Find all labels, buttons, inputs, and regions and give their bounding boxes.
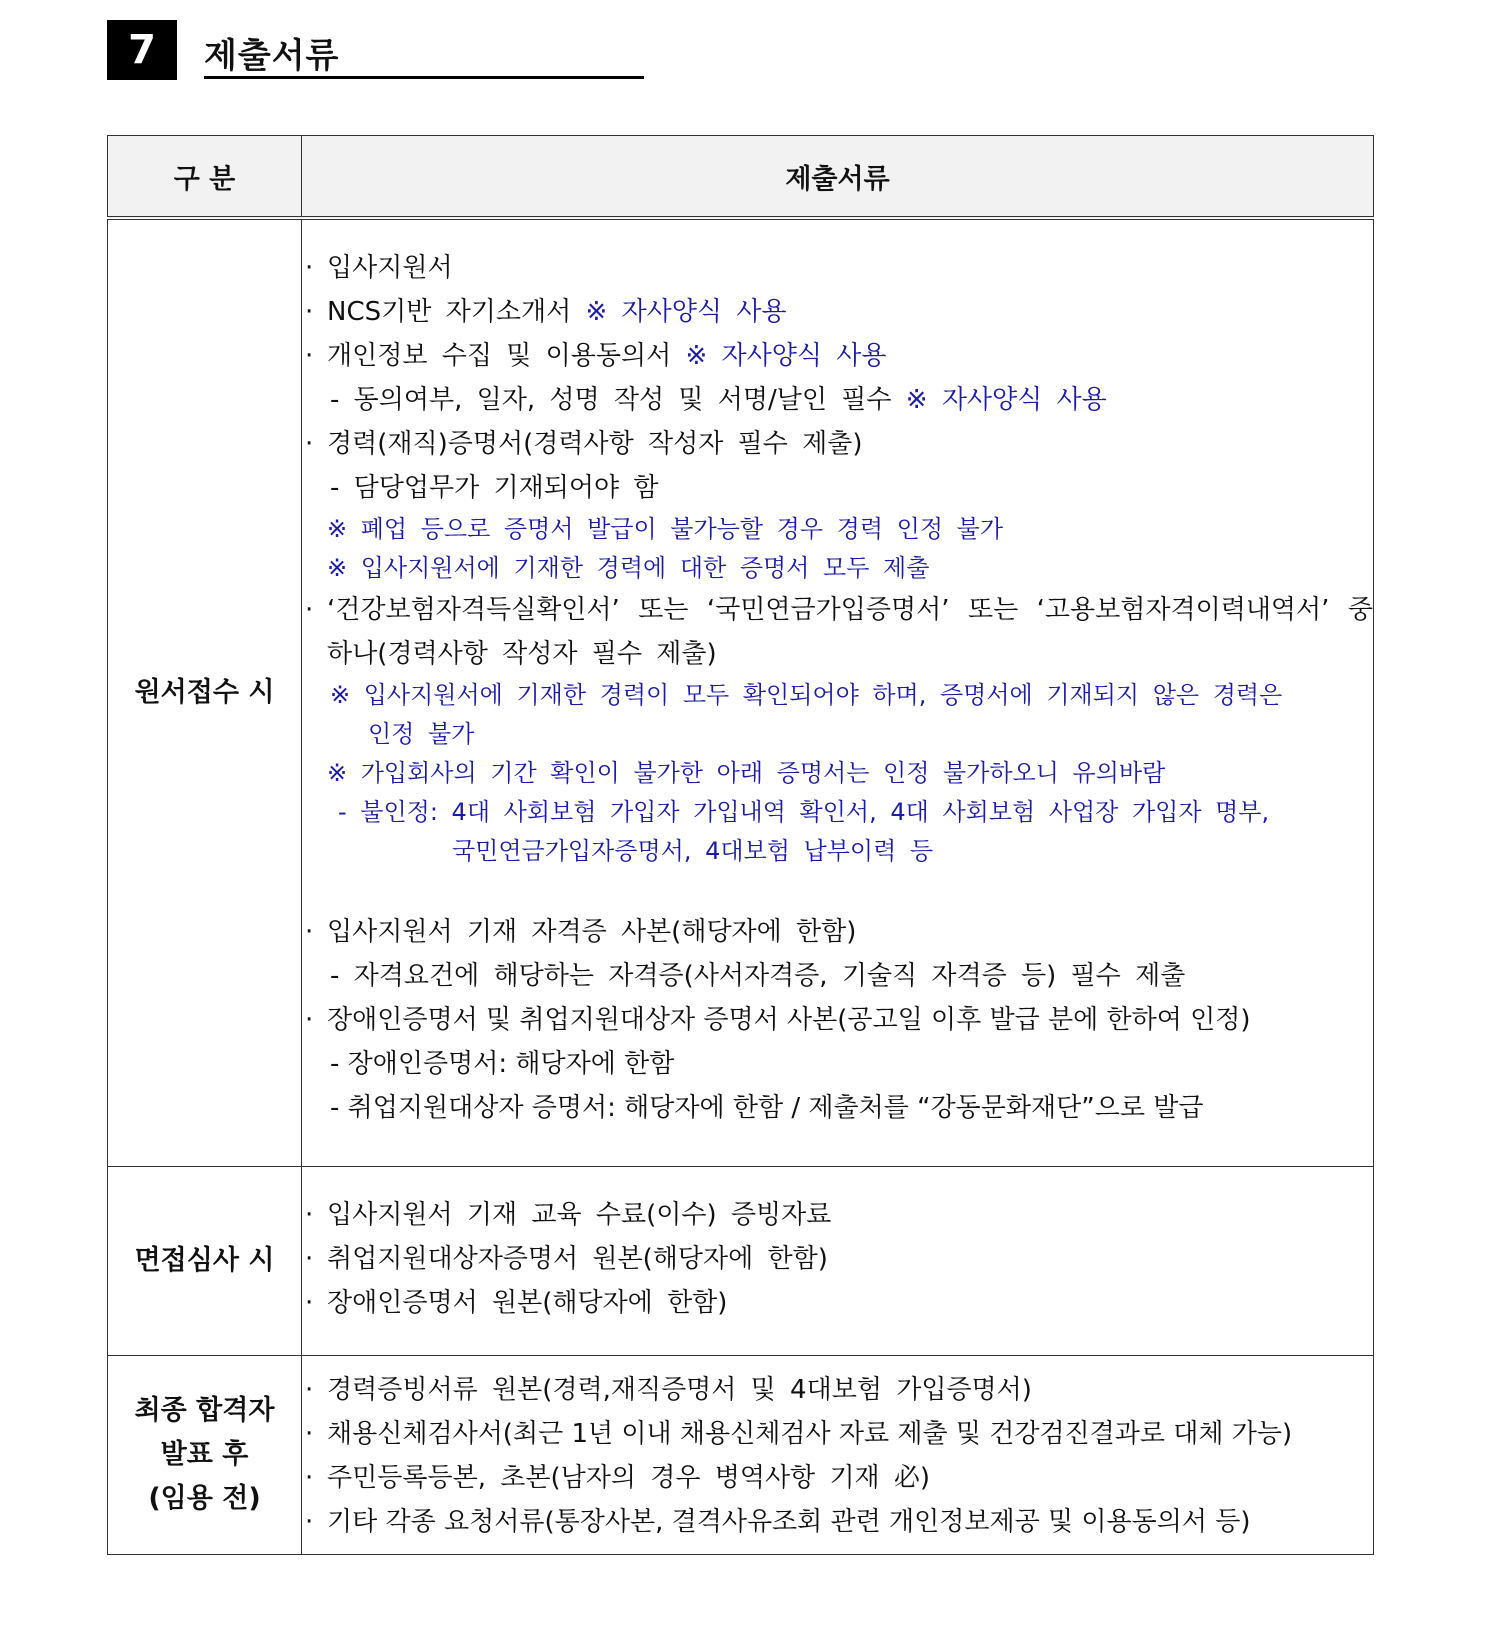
form-note: ※ 자사양식 사용 <box>905 385 1107 415</box>
list-item: · 기타 각종 요청서류(통장사본, 결격사유조회 관련 개인정보제공 및 이용동의서 등) <box>302 1500 1373 1544</box>
row-category: 원서접수 시 <box>108 218 302 1167</box>
note-item: ※ 폐업 등으로 증명서 발급이 불가능할 경우 경력 인정 불가 <box>327 515 1003 543</box>
sub-item: - 장애인증명서: 해당자에 한함 <box>330 1049 675 1079</box>
sub-item: - 자격요건에 해당하는 자격증(사서자격증, 기술직 자격증 등) 필수 제출 <box>330 961 1186 991</box>
note-item: ※ 입사지원서에 기재한 경력이 모두 확인되어야 하며, 증명서에 기재되지 않은 경력은 인정 불가 <box>330 681 1283 748</box>
row-category: 최종 합격자 발표 후 (임용 전) <box>108 1356 302 1555</box>
section-header <box>107 20 647 82</box>
list-item: · 개인정보 수집 및 이용동의서 ※ 자사양식 사용 <box>302 334 1373 378</box>
row-category: 면접심사 시 <box>108 1167 302 1356</box>
list-item: · 입사지원서 기재 교육 수료(이수) 증빙자료 <box>302 1193 1373 1237</box>
list-item: · 장애인증명서 및 취업지원대상자 증명서 사본(공고일 이후 발급 분에 한하여 인정) <box>302 998 1373 1042</box>
table-row <box>108 218 1374 1167</box>
table-header-row <box>108 136 1374 219</box>
section-title: 제출서류 <box>204 36 340 76</box>
list-item: · 입사지원서 <box>302 246 1373 290</box>
list-item: · 채용신체검사서(최근 1년 이내 채용신체검사 자료 제출 및 건강검진결과로 대체 가능) <box>302 1412 1373 1456</box>
list-item: · 경력(재직)증명서(경력사항 작성자 필수 제출) <box>302 422 1373 466</box>
table-row <box>108 1356 1374 1555</box>
sub-item: - 담당업무가 기재되어야 함 <box>330 473 659 503</box>
list-item: · ‘건강보험자격득실확인서’ 또는 ‘국민연금가입증명서’ 또는 ‘고용보험자격이력내역서’ 중 하나(경력사항 작성자 필수 제출) <box>302 588 1373 676</box>
row-documents <box>302 1167 1374 1356</box>
list-item: · 경력증빙서류 원본(경력,재직증명서 및 4대보험 가입증명서) <box>302 1368 1373 1412</box>
form-note: ※ 자사양식 사용 <box>585 297 787 327</box>
list-item: · 입사지원서 기재 자격증 사본(해당자에 한함) <box>302 910 1373 954</box>
section-number: 7 <box>107 20 177 80</box>
documents-table <box>107 135 1374 1555</box>
form-note: ※ 자사양식 사용 <box>685 341 887 371</box>
note-sub-item: - 불인정: 4대 사회보험 가입자 가입내역 확인서, 4대 사회보험 사업장 가입자 명부, <box>338 798 1270 826</box>
section-title-underline <box>204 76 644 79</box>
header-documents: 제출서류 <box>302 136 1374 219</box>
list-item: · 장애인증명서 원본(해당자에 한함) <box>302 1281 1373 1325</box>
list-item: · 주민등록등본, 초본(남자의 경우 병역사항 기재 必) <box>302 1456 1373 1500</box>
row-documents <box>302 218 1374 1167</box>
note-item: ※ 가입회사의 기간 확인이 불가한 아래 증명서는 인정 불가하오니 유의바람 <box>327 759 1166 787</box>
sub-item: - 취업지원대상자 증명서: 해당자에 한함 / 제출처를 “강동문화재단”으로 발급 <box>330 1093 1204 1123</box>
table-row <box>108 1167 1374 1356</box>
note-item: ※ 입사지원서에 기재한 경력에 대한 증명서 모두 제출 <box>327 554 930 582</box>
note-sub-item-continued: 국민연금가입자증명서, 4대보험 납부이력 등 <box>452 837 934 865</box>
spacer <box>302 871 1373 910</box>
list-item: · NCS기반 자기소개서 ※ 자사양식 사용 <box>302 290 1373 334</box>
header-category: 구 분 <box>108 136 302 219</box>
list-item: · 취업지원대상자증명서 원본(해당자에 한함) <box>302 1237 1373 1281</box>
row-documents <box>302 1356 1374 1555</box>
sub-item: - 동의여부, 일자, 성명 작성 및 서명/날인 필수 ※ 자사양식 사용 <box>330 385 1107 415</box>
